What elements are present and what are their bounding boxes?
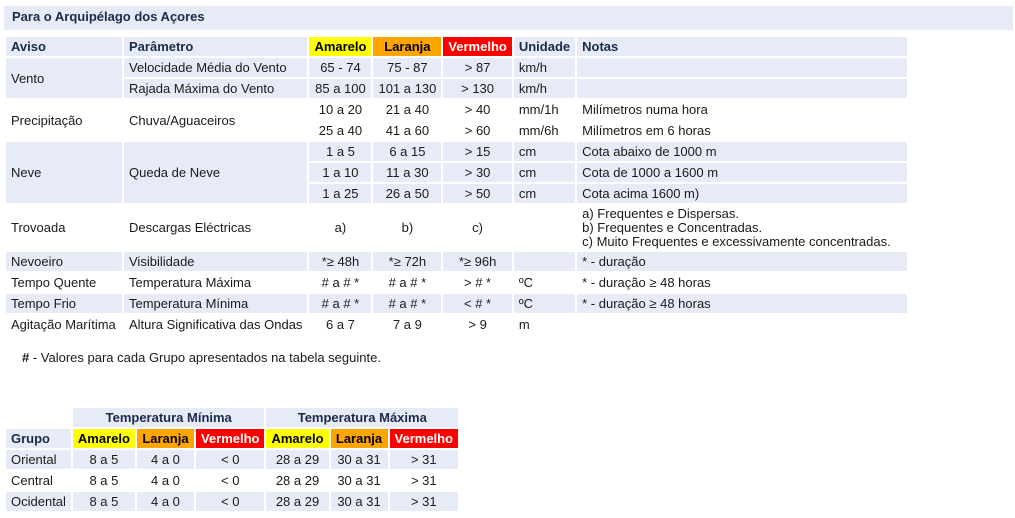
notas-cell: * - duração ≥ 48 horas	[577, 294, 907, 313]
notas-cell	[577, 58, 907, 77]
notas-cell: Milímetros numa hora	[582, 102, 708, 117]
amarelo-cell: 10 a 20	[318, 102, 363, 117]
parametro-cell: Descargas Eléctricas	[129, 220, 252, 235]
header-vermelho: Vermelho	[390, 429, 459, 448]
aviso-cell: Trovoada	[11, 220, 66, 235]
group-temperature-table	[4, 406, 460, 513]
table-row	[6, 294, 907, 313]
vermelho-cell: > 130	[443, 79, 512, 98]
notas-cell: Cota de 1000 a 1600 m	[577, 163, 907, 182]
vermelho-cell: > 50	[443, 184, 512, 203]
header-amarelo: Amarelo	[73, 429, 135, 448]
table-row	[6, 79, 907, 98]
table-row	[6, 252, 907, 271]
laranja-cell: 26 a 50	[373, 184, 441, 203]
amarelo-cell: 65 - 74	[309, 58, 371, 77]
min-amarelo-cell: 8 a 5	[89, 473, 119, 488]
amarelo-cell: 25 a 40	[318, 123, 363, 138]
table-header-row	[6, 408, 458, 427]
parametro-cell: Temperatura Máxima	[129, 275, 252, 290]
amarelo-cell: *≥ 48h	[309, 252, 371, 271]
aviso-cell: Tempo Frio	[6, 294, 122, 313]
table-row	[6, 205, 907, 250]
unidade-cell: mm/1h	[518, 102, 559, 117]
amarelo-cell: a)	[334, 220, 347, 235]
unidade-cell: m	[518, 317, 530, 332]
laranja-cell: b)	[401, 220, 414, 235]
unidade-cell	[514, 205, 575, 250]
notas-cell	[577, 79, 907, 98]
laranja-cell: 101 a 130	[373, 79, 441, 98]
table-header-row	[6, 37, 907, 56]
table-row	[6, 273, 907, 292]
vermelho-cell: *≥ 96h	[443, 252, 512, 271]
parametro-cell: Visibilidade	[124, 252, 307, 271]
parametro-cell: Rajada Máxima do Vento	[124, 79, 307, 98]
note-line: b) Frequentes e Concentradas.	[582, 219, 763, 235]
header-aviso: Aviso	[6, 37, 122, 56]
note-line: a) Frequentes e Dispersas.	[582, 205, 739, 221]
vermelho-cell: c)	[472, 220, 483, 235]
laranja-cell: 7 a 9	[392, 317, 422, 332]
header-grupo: Grupo	[6, 429, 71, 448]
max-laranja-cell: 30 a 31	[331, 450, 388, 469]
laranja-cell: 41 a 60	[385, 123, 430, 138]
page-title: Para o Arquipélago dos Açores	[4, 6, 1013, 30]
header-notas: Notas	[577, 37, 907, 56]
parametro-cell: Altura Significativa das Ondas	[129, 317, 303, 332]
header-amarelo: Amarelo	[309, 37, 371, 56]
unidade-cell: km/h	[514, 58, 575, 77]
vermelho-cell: > 40	[464, 102, 491, 117]
table-header-row	[6, 429, 458, 448]
header-laranja: Laranja	[331, 429, 388, 448]
unidade-cell: ºC	[514, 294, 575, 313]
grupo-cell: Ocidental	[6, 492, 71, 511]
vermelho-cell: > 60	[464, 123, 491, 138]
empty-cell	[6, 408, 71, 427]
laranja-cell: 21 a 40	[385, 102, 430, 117]
aviso-cell: Nevoeiro	[6, 252, 122, 271]
max-vermelho-cell: > 31	[390, 450, 459, 469]
aviso-cell: Vento	[6, 58, 122, 98]
footnote-text: - Valores para cada Grupo apresentados na tabela seguinte.	[29, 350, 381, 365]
vermelho-cell: > 15	[443, 142, 512, 161]
header-laranja: Laranja	[373, 37, 441, 56]
header-amarelo: Amarelo	[266, 429, 328, 448]
notas-cell	[577, 315, 907, 334]
amarelo-cell: # a # *	[309, 294, 371, 313]
unidade-cell	[514, 252, 575, 271]
aviso-cell: Precipitação	[11, 112, 83, 128]
notas-cell	[577, 205, 907, 250]
vermelho-cell: < # *	[443, 294, 512, 313]
table-row	[6, 471, 458, 490]
min-laranja-cell: 4 a 0	[137, 450, 194, 469]
unidade-cell: km/h	[514, 79, 575, 98]
parametro-cell: Temperatura Mínima	[124, 294, 307, 313]
min-laranja-cell: 4 a 0	[137, 492, 194, 511]
unidade-cell: cm	[514, 142, 575, 161]
max-laranja-cell: 30 a 31	[337, 473, 381, 488]
amarelo-cell: 85 a 100	[309, 79, 371, 98]
table-row	[6, 492, 458, 511]
header-vermelho: Vermelho	[443, 37, 512, 56]
header-laranja: Laranja	[137, 429, 194, 448]
max-amarelo-cell: 28 a 29	[275, 473, 320, 488]
vermelho-cell: > 30	[443, 163, 512, 182]
notas-cell: Cota acima 1600 m)	[577, 184, 907, 203]
vermelho-cell: > 9	[468, 317, 487, 332]
min-vermelho-cell: < 0	[221, 473, 240, 488]
header-vermelho: Vermelho	[196, 429, 265, 448]
header-unidade: Unidade	[514, 37, 575, 56]
laranja-cell: # a # *	[388, 275, 427, 290]
vermelho-cell: > # *	[464, 275, 492, 290]
max-amarelo-cell: 28 a 29	[266, 492, 328, 511]
unidade-cell: cm	[514, 184, 575, 203]
table-row	[6, 315, 907, 334]
notas-cell: Cota abaixo de 1000 m	[577, 142, 907, 161]
max-laranja-cell: 30 a 31	[331, 492, 388, 511]
laranja-cell: # a # *	[373, 294, 441, 313]
min-amarelo-cell: 8 a 5	[73, 450, 135, 469]
unidade-cell: mm/6h	[518, 123, 559, 138]
table-row	[6, 58, 907, 77]
amarelo-cell: 1 a 5	[309, 142, 371, 161]
table-row	[6, 450, 458, 469]
footnote	[22, 350, 381, 365]
laranja-cell: 6 a 15	[373, 142, 441, 161]
max-vermelho-cell: > 31	[410, 473, 437, 488]
header-temp-min: Temperatura Mínima	[73, 408, 265, 427]
vermelho-cell: > 87	[443, 58, 512, 77]
unidade-cell: ºC	[518, 275, 533, 290]
header-temp-max: Temperatura Máxima	[266, 408, 458, 427]
amarelo-cell: # a # *	[321, 275, 360, 290]
notas-cell: Milímetros em 6 horas	[582, 123, 711, 138]
notas-cell: * - duração ≥ 48 horas	[582, 275, 711, 290]
amarelo-cell: 1 a 25	[309, 184, 371, 203]
aviso-cell: Neve	[6, 142, 122, 203]
min-vermelho-cell: < 0	[196, 492, 265, 511]
amarelo-cell: 6 a 7	[325, 317, 355, 332]
warnings-table	[4, 35, 909, 336]
max-vermelho-cell: > 31	[390, 492, 459, 511]
min-laranja-cell: 4 a 0	[150, 473, 180, 488]
table-row	[6, 100, 907, 119]
notas-cell: * - duração	[577, 252, 907, 271]
aviso-cell: Tempo Quente	[11, 275, 97, 290]
parametro-cell: Velocidade Média do Vento	[124, 58, 307, 77]
amarelo-cell: 1 a 10	[309, 163, 371, 182]
grupo-cell: Central	[11, 473, 53, 488]
min-vermelho-cell: < 0	[196, 450, 265, 469]
laranja-cell: 75 - 87	[373, 58, 441, 77]
aviso-cell: Agitação Marítima	[11, 317, 116, 332]
grupo-cell: Oriental	[6, 450, 71, 469]
max-amarelo-cell: 28 a 29	[266, 450, 328, 469]
laranja-cell: 11 a 30	[373, 163, 441, 182]
min-amarelo-cell: 8 a 5	[73, 492, 135, 511]
parametro-cell: Queda de Neve	[124, 142, 307, 203]
table-row	[6, 142, 907, 161]
unidade-cell: cm	[514, 163, 575, 182]
header-parametro: Parâmetro	[124, 37, 307, 56]
note-line: c) Muito Frequentes e excessivamente concentradas.	[582, 233, 891, 249]
laranja-cell: *≥ 72h	[373, 252, 441, 271]
footnote-symbol: #	[22, 350, 30, 365]
parametro-cell: Chuva/Aguaceiros	[129, 112, 236, 128]
